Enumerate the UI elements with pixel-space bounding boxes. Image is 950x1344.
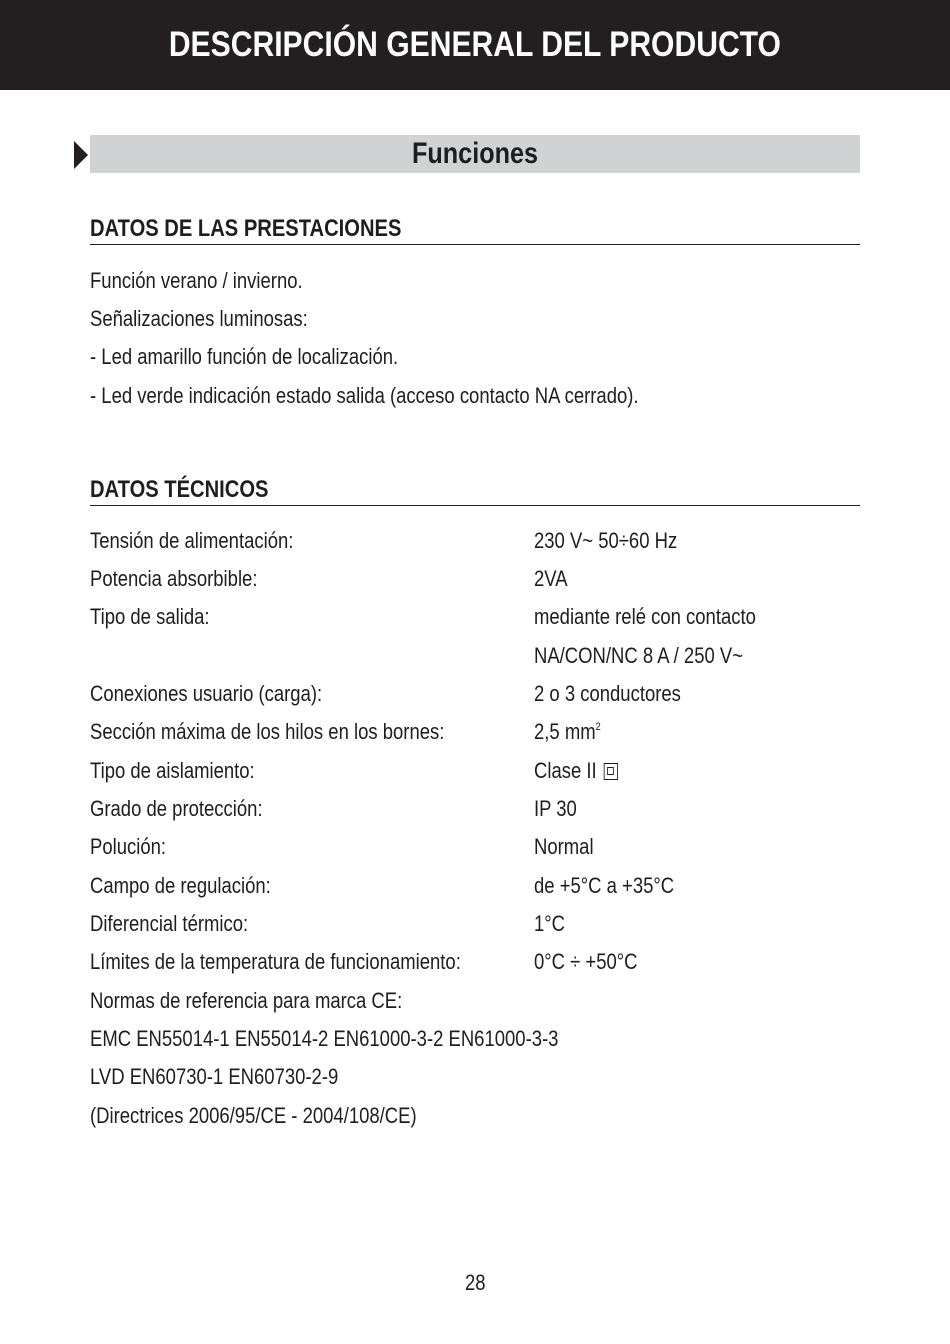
superscript: 2: [595, 721, 601, 733]
performance-line: - Led amarillo función de localización.: [90, 344, 399, 369]
spec-label: Polución:: [90, 834, 167, 859]
header-band: [0, 0, 950, 90]
spec-value: de +5°C a +35°C: [534, 873, 675, 898]
spec-value: 2 o 3 conductores: [534, 681, 681, 706]
section-arrow-icon: [74, 141, 88, 169]
page-header-title: DESCRIPCIÓN GENERAL DEL PRODUCTO: [168, 25, 782, 64]
norms-line: EMC EN55014-1 EN55014-2 EN61000-3-2 EN61000-3-3: [90, 1026, 559, 1051]
spec-value: [534, 757, 618, 785]
spec-value: NA/CON/NC 8 A / 250 V~: [534, 643, 744, 668]
spec-value: 1°C: [534, 911, 566, 936]
spec-label: Diferencial térmico:: [90, 911, 249, 936]
spec-label: Límites de la temperatura de funcionamiento:: [90, 949, 461, 974]
page-number-text: 28: [464, 1270, 486, 1295]
spec-value: [534, 718, 601, 746]
spec-value: 230 V~ 50÷60 Hz: [534, 528, 678, 553]
spec-label: Tensión de alimentación:: [90, 528, 294, 553]
performance-heading: [90, 214, 860, 245]
section-title: Funciones: [411, 137, 538, 170]
spec-label: Tipo de aislamiento:: [90, 758, 255, 783]
spec-value: 0°C ÷ +50°C: [534, 949, 638, 974]
spec-label: Campo de regulación:: [90, 873, 271, 898]
spec-label: Conexiones usuario (carga):: [90, 681, 323, 706]
spec-label: Sección máxima de los hilos en los bornes:: [90, 719, 445, 744]
spec-label: Potencia absorbible:: [90, 566, 258, 591]
spec-label: Tipo de salida:: [90, 604, 210, 629]
spec-label: Grado de protección:: [90, 796, 263, 821]
spec-value: 2VA: [534, 566, 568, 591]
page-number: [0, 1270, 950, 1296]
spec-value-text: 2,5 mm: [534, 719, 596, 744]
norms-line: LVD EN60730-1 EN60730-2-9: [90, 1064, 339, 1089]
spec-value: IP 30: [534, 796, 577, 821]
section-title-bar: [90, 135, 860, 173]
performance-heading-text: DATOS DE LAS PRESTACIONES: [90, 215, 402, 242]
norms-line: Normas de referencia para marca CE:: [90, 988, 403, 1013]
technical-heading: [90, 475, 860, 506]
spec-value: Normal: [534, 834, 594, 859]
performance-line: Función verano / invierno.: [90, 268, 303, 293]
norms-line: (Directrices 2006/95/CE - 2004/108/CE): [90, 1103, 417, 1128]
spec-value-text: Clase II: [534, 758, 597, 783]
performance-line: Señalizaciones luminosas:: [90, 306, 308, 331]
double-insulation-icon: [603, 763, 617, 780]
performance-line: - Led verde indicación estado salida (acceso contacto NA cerrado).: [90, 383, 639, 408]
spec-value: mediante relé con contacto: [534, 604, 756, 629]
technical-heading-text: DATOS TÉCNICOS: [90, 476, 269, 503]
